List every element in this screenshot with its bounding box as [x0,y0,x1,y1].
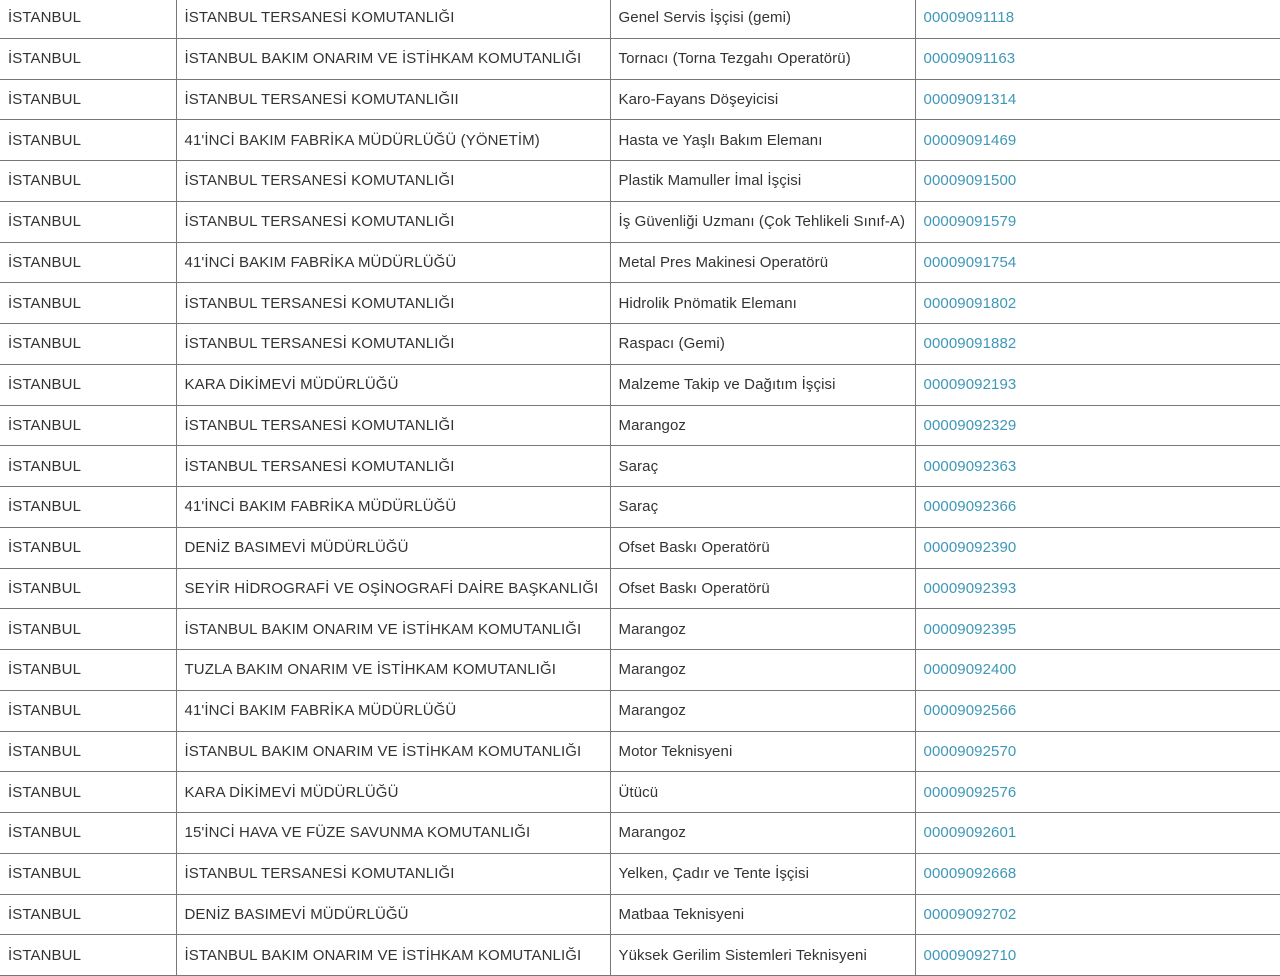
city-cell: İSTANBUL [0,446,176,487]
job-code-cell [915,609,1280,650]
job-code-link[interactable]: 00009092601 [923,824,1017,842]
city-cell: İSTANBUL [0,650,176,691]
city-cell: İSTANBUL [0,38,176,79]
unit-name-cell: İSTANBUL TERSANESİ KOMUTANLIĞI [176,324,610,365]
job-code-link[interactable]: 00009092329 [923,416,1017,434]
city-cell: İSTANBUL [0,772,176,813]
job-title-cell: Matbaa Teknisyeni [610,894,915,935]
unit-name-cell: İSTANBUL TERSANESİ KOMUTANLIĞI [176,201,610,242]
job-code-link[interactable]: 00009092393 [923,579,1017,597]
job-title-cell: Hasta ve Yaşlı Bakım Elemanı [610,120,915,161]
job-code-link[interactable]: 00009091163 [923,50,1016,68]
city-cell: İSTANBUL [0,120,176,161]
city-cell: İSTANBUL [0,324,176,365]
unit-name-cell: İSTANBUL BAKIM ONARIM VE İSTİHKAM KOMUTANLIĞI [176,609,610,650]
table-row [0,79,1280,120]
job-code-link[interactable]: 00009092193 [923,376,1017,394]
table-row [0,650,1280,691]
city-cell: İSTANBUL [0,364,176,405]
job-code-cell [915,690,1280,731]
unit-name-cell: İSTANBUL TERSANESİ KOMUTANLIĞI [176,283,610,324]
job-code-cell [915,894,1280,935]
table-row [0,935,1280,976]
table-row [0,609,1280,650]
job-code-link[interactable]: 00009091314 [923,90,1017,108]
city-cell: İSTANBUL [0,405,176,446]
job-title-cell: Plastik Mamuller İmal İşçisi [610,161,915,202]
unit-name-cell: DENİZ BASIMEVİ MÜDÜRLÜĞÜ [176,894,610,935]
unit-name-cell: TUZLA BAKIM ONARIM VE İSTİHKAM KOMUTANLIĞI [176,650,610,691]
city-cell: İSTANBUL [0,894,176,935]
table-row [0,487,1280,528]
job-title-cell: Metal Pres Makinesi Operatörü [610,242,915,283]
city-cell: İSTANBUL [0,161,176,202]
job-title-cell: Marangoz [610,609,915,650]
job-title-cell: Ofset Baskı Operatörü [610,568,915,609]
job-code-link[interactable]: 00009091882 [923,335,1017,353]
table-row [0,527,1280,568]
job-title-cell: Motor Teknisyeni [610,731,915,772]
job-code-link[interactable]: 00009092366 [923,498,1017,516]
job-title-cell: Raspacı (Gemi) [610,324,915,365]
unit-name-cell: 15'İNCİ HAVA VE FÜZE SAVUNMA KOMUTANLIĞI [176,813,610,854]
job-code-link[interactable]: 00009092702 [923,905,1017,923]
job-code-cell [915,79,1280,120]
job-code-cell [915,283,1280,324]
table-row [0,772,1280,813]
table-row [0,813,1280,854]
job-code-link[interactable]: 00009092363 [923,457,1017,475]
job-code-cell [915,38,1280,79]
table-row [0,690,1280,731]
job-code-cell [915,853,1280,894]
city-cell: İSTANBUL [0,609,176,650]
table-row [0,242,1280,283]
job-title-cell: Karo-Fayans Döşeyicisi [610,79,915,120]
job-code-link[interactable]: 00009092668 [923,865,1017,883]
job-code-cell [915,364,1280,405]
job-code-link[interactable]: 00009091469 [923,131,1017,149]
unit-name-cell: 41'İNCİ BAKIM FABRİKA MÜDÜRLÜĞÜ [176,487,610,528]
table-row [0,324,1280,365]
job-code-cell [915,324,1280,365]
city-cell: İSTANBUL [0,935,176,976]
city-cell: İSTANBUL [0,690,176,731]
job-code-cell [915,405,1280,446]
job-title-cell: Malzeme Takip ve Dağıtım İşçisi [610,364,915,405]
job-code-link[interactable]: 00009091802 [923,294,1017,312]
job-code-cell [915,935,1280,976]
job-code-cell [915,772,1280,813]
job-code-cell [915,201,1280,242]
unit-name-cell: KARA DİKİMEVİ MÜDÜRLÜĞÜ [176,364,610,405]
unit-name-cell: DENİZ BASIMEVİ MÜDÜRLÜĞÜ [176,527,610,568]
city-cell: İSTANBUL [0,79,176,120]
unit-name-cell: İSTANBUL TERSANESİ KOMUTANLIĞI [176,0,610,38]
job-code-cell [915,161,1280,202]
job-title-cell: İş Güvenliği Uzmanı (Çok Tehlikeli Sınıf-A) [610,201,915,242]
job-title-cell: Yüksek Gerilim Sistemleri Teknisyeni [610,935,915,976]
table-row [0,568,1280,609]
job-code-cell [915,568,1280,609]
job-title-cell: Tornacı (Torna Tezgahı Operatörü) [610,38,915,79]
job-title-cell: Marangoz [610,813,915,854]
job-code-link[interactable]: 00009092390 [923,539,1017,557]
unit-name-cell: İSTANBUL TERSANESİ KOMUTANLIĞI [176,405,610,446]
job-code-cell [915,731,1280,772]
job-code-link[interactable]: 00009092395 [923,620,1017,638]
job-code-link[interactable]: 00009091118 [923,9,1015,27]
job-code-cell [915,242,1280,283]
table-row [0,161,1280,202]
job-title-cell: Genel Servis İşçisi (gemi) [610,0,915,38]
table-row [0,120,1280,161]
job-code-cell [915,487,1280,528]
city-cell: İSTANBUL [0,487,176,528]
city-cell: İSTANBUL [0,853,176,894]
job-code-cell [915,527,1280,568]
job-code-cell [915,813,1280,854]
unit-name-cell: İSTANBUL TERSANESİ KOMUTANLIĞI [176,161,610,202]
unit-name-cell: İSTANBUL BAKIM ONARIM VE İSTİHKAM KOMUTANLIĞI [176,731,610,772]
city-cell: İSTANBUL [0,242,176,283]
table-row [0,38,1280,79]
unit-name-cell: SEYİR HİDROGRAFİ VE OŞİNOGRAFİ DAİRE BAŞKANLIĞI [176,568,610,609]
table-row [0,405,1280,446]
unit-name-cell: 41'İNCİ BAKIM FABRİKA MÜDÜRLÜĞÜ [176,242,610,283]
job-title-cell: Marangoz [610,650,915,691]
unit-name-cell: 41'İNCİ BAKIM FABRİKA MÜDÜRLÜĞÜ [176,690,610,731]
job-title-cell: Saraç [610,487,915,528]
job-code-cell [915,120,1280,161]
job-code-cell [915,0,1280,38]
table-row [0,446,1280,487]
job-code-link[interactable]: 00009092576 [923,783,1017,801]
job-title-cell: Hidrolik Pnömatik Elemanı [610,283,915,324]
table-row [0,0,1280,38]
job-title-cell: Ofset Baskı Operatörü [610,527,915,568]
table-row [0,283,1280,324]
job-code-link[interactable]: 00009092710 [923,946,1017,964]
job-code-link[interactable]: 00009092570 [923,742,1017,760]
unit-name-cell: İSTANBUL BAKIM ONARIM VE İSTİHKAM KOMUTANLIĞI [176,38,610,79]
job-title-cell: Marangoz [610,405,915,446]
job-title-cell: Saraç [610,446,915,487]
unit-name-cell: İSTANBUL TERSANESİ KOMUTANLIĞI [176,853,610,894]
city-cell: İSTANBUL [0,283,176,324]
table-row [0,364,1280,405]
table-row [0,731,1280,772]
table-row [0,894,1280,935]
unit-name-cell: İSTANBUL BAKIM ONARIM VE İSTİHKAM KOMUTANLIĞI [176,935,610,976]
table-row [0,853,1280,894]
job-code-link[interactable]: 00009092400 [923,661,1017,679]
unit-name-cell: İSTANBUL TERSANESİ KOMUTANLIĞI [176,446,610,487]
job-code-cell [915,446,1280,487]
job-code-link[interactable]: 00009092566 [923,702,1017,720]
job-title-cell: Yelken, Çadır ve Tente İşçisi [610,853,915,894]
job-title-cell: Ütücü [610,772,915,813]
city-cell: İSTANBUL [0,527,176,568]
unit-name-cell: 41'İNCİ BAKIM FABRİKA MÜDÜRLÜĞÜ (YÖNETİM) [176,120,610,161]
job-code-link[interactable]: 00009091579 [923,213,1017,231]
unit-name-cell: KARA DİKİMEVİ MÜDÜRLÜĞÜ [176,772,610,813]
city-cell: İSTANBUL [0,201,176,242]
job-title-cell: Marangoz [610,690,915,731]
job-code-link[interactable]: 00009091754 [923,253,1017,271]
city-cell: İSTANBUL [0,813,176,854]
job-code-cell [915,650,1280,691]
unit-name-cell: İSTANBUL TERSANESİ KOMUTANLIĞII [176,79,610,120]
city-cell: İSTANBUL [0,0,176,38]
table-row [0,201,1280,242]
job-code-link[interactable]: 00009091500 [923,172,1017,190]
city-cell: İSTANBUL [0,731,176,772]
city-cell: İSTANBUL [0,568,176,609]
